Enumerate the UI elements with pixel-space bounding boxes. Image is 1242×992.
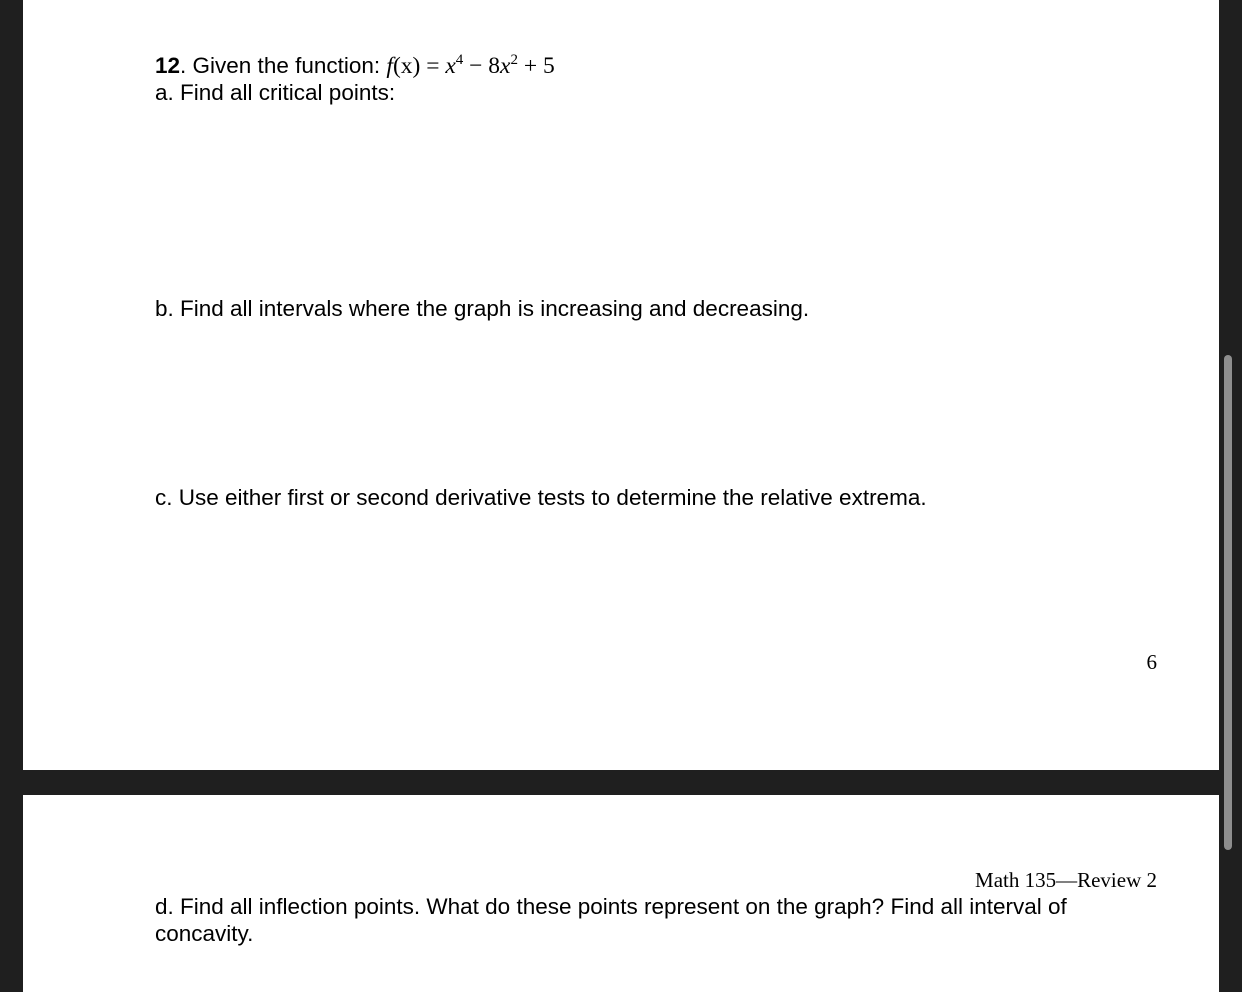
document-page-1 <box>23 0 1219 770</box>
exponent-4: 4 <box>455 52 464 68</box>
part-d-text: d. Find all inflection points. What do these points represent on the graph? Find all interval of concavity. <box>155 894 1067 946</box>
function-expression <box>386 53 554 79</box>
part-c-text: c. Use either first or second derivative tests to determine the relative extrema. <box>155 485 927 510</box>
document-page-2 <box>23 795 1219 992</box>
question-title-prefix: . Given the function: <box>180 53 387 78</box>
page-number: 6 <box>1146 650 1157 674</box>
function-name: f <box>386 53 393 79</box>
function-argument: (x) = <box>392 53 446 79</box>
function-constant: + 5 <box>517 53 555 79</box>
part-b-text: b. Find all intervals where the graph is increasing and decreasing. <box>155 296 810 321</box>
function-middle-term: − 8 <box>463 53 501 79</box>
vertical-scrollbar[interactable] <box>1224 355 1232 850</box>
variable-x: x <box>500 53 511 79</box>
variable-x: x <box>445 53 456 79</box>
part-a-text: a. Find all critical points: <box>155 80 396 105</box>
question-number: 12 <box>155 53 181 78</box>
exponent-2: 2 <box>510 52 518 68</box>
question-title <box>155 52 555 80</box>
page-header: Math 135—Review 2 <box>975 868 1157 892</box>
